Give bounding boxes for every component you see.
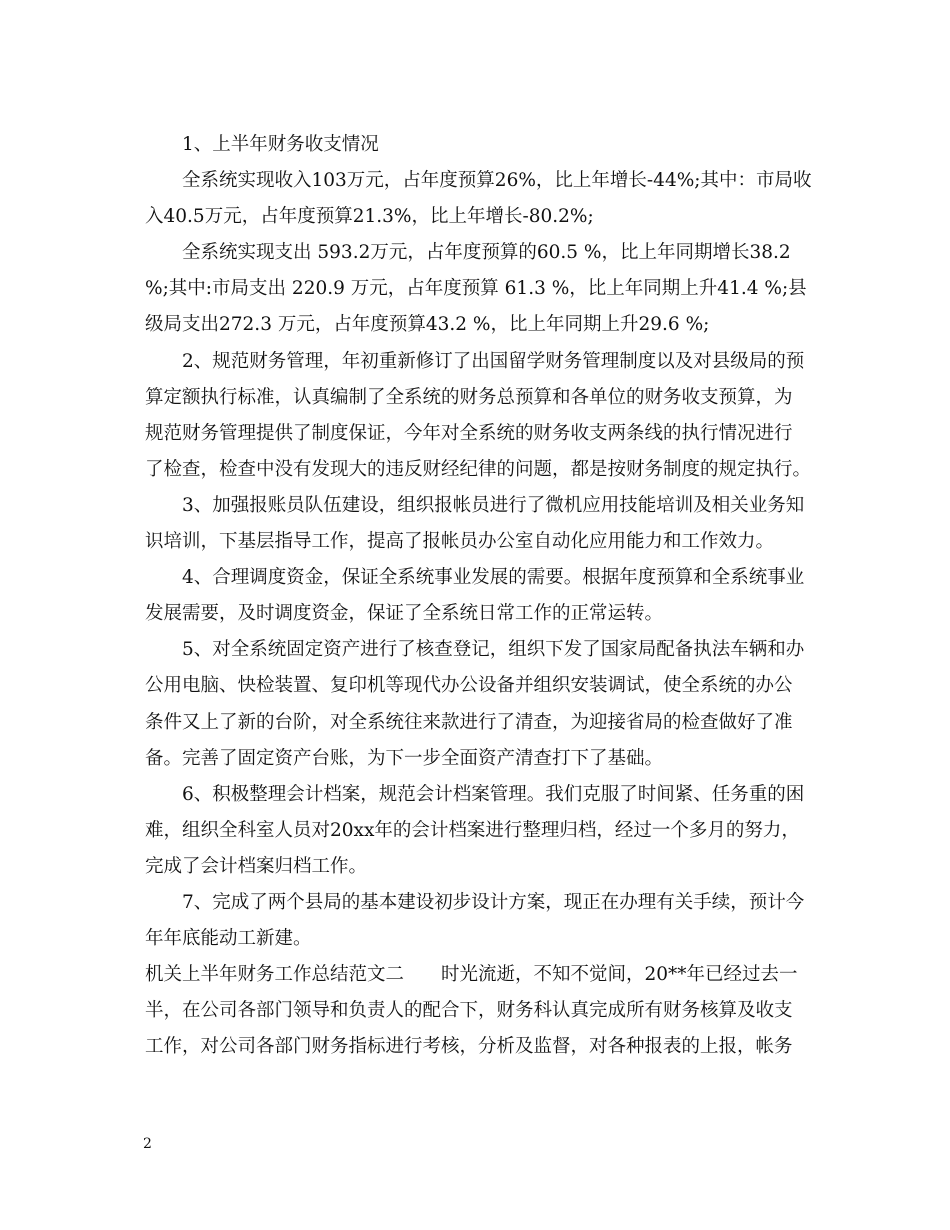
paragraph-line: 5、对全系统固定资产进行了核查登记，组织下发了国家局配备执法车辆和办 xyxy=(182,639,805,661)
paragraph-line: 半，在公司各部门领导和负责人的配合下，财务科认真完成所有财务核算及收支 xyxy=(145,1000,793,1022)
paragraph-line: 全系统实现支出 593.2万元，占年度预算的60.5 %，比上年同期增长38.2 xyxy=(182,242,791,264)
paragraph-line: 规范财务管理提供了制度保证，今年对全系统的财务收支两条线的执行情况进行 xyxy=(145,422,793,444)
paragraph-line: 级局支出272.3 万元，占年度预算43.2 %，比上年同期上升29.6 %; xyxy=(145,314,710,336)
paragraph-line: 了检查，检查中没有发现大的违反财经纪律的问题，都是按财务制度的规定执行。 xyxy=(145,458,812,480)
paragraph-line: %;其中:市局支出 220.9 万元，占年度预算 61.3 %，比上年同期上升41.4 %;县 xyxy=(145,278,807,300)
paragraph-line: 年年底能动工新建。 xyxy=(145,928,312,950)
paragraph-line: 3、加强报账员队伍建设，组织报帐员进行了微机应用技能培训及相关业务知 xyxy=(182,494,805,516)
paragraph-line: 7、完成了两个县局的基本建设初步设计方案，现正在办理有关手续，预计今 xyxy=(182,891,805,913)
paragraph-line: 6、积极整理会计档案，规范会计档案管理。我们克服了时间紧、任务重的困 xyxy=(182,783,805,805)
paragraph-line: 备。完善了固定资产台账，为下一步全面资产清查打下了基础。 xyxy=(145,747,664,769)
paragraph-line: 工作，对公司各部门财务指标进行考核，分析及监督，对各种报表的上报，帐务 xyxy=(145,1036,793,1058)
paragraph-line: 条件又上了新的台阶，对全系统往来款进行了清查，为迎接省局的检查做好了准 xyxy=(145,711,793,733)
section-title-line: 机关上半年财务工作总结范文二 时光流逝，不知不觉间，20**年已经过去一 xyxy=(145,964,798,986)
document-body xyxy=(145,127,812,1065)
paragraph-line: 4、合理调度资金，保证全系统事业发展的需要。根据年度预算和全系统事业 xyxy=(182,567,805,589)
paragraph-line: 识培训，下基层指导工作，提高了报帐员办公室自动化应用能力和工作效力。 xyxy=(145,531,775,553)
paragraph-line: 发展需要，及时调度资金，保证了全系统日常工作的正常运转。 xyxy=(145,603,664,625)
paragraph-line: 2、规范财务管理，年初重新修订了出国留学财务管理制度以及对县级局的预 xyxy=(182,350,805,372)
paragraph-line: 全系统实现收入103万元，占年度预算26%，比上年增长-44%;其中：市局收 xyxy=(182,170,812,192)
section-heading: 1、上半年财务收支情况 xyxy=(182,134,379,155)
paragraph-line: 算定额执行标准，认真编制了全系统的财务总预算和各单位的财务收支预算，为 xyxy=(145,386,793,408)
paragraph-line: 难，组织全科室人员对20xx年的会计档案进行整理归档，经过一个多月的努力， xyxy=(145,819,800,841)
paragraph-line: 入40.5万元，占年度预算21.3%，比上年增长-80.2%; xyxy=(145,206,594,228)
paragraph-line: 完成了会计档案归档工作。 xyxy=(145,855,368,877)
paragraph-line: 公用电脑、快检装置、复印机等现代办公设备并组织安装调试，使全系统的办公 xyxy=(145,675,793,697)
page-number: 2 xyxy=(143,1136,152,1152)
